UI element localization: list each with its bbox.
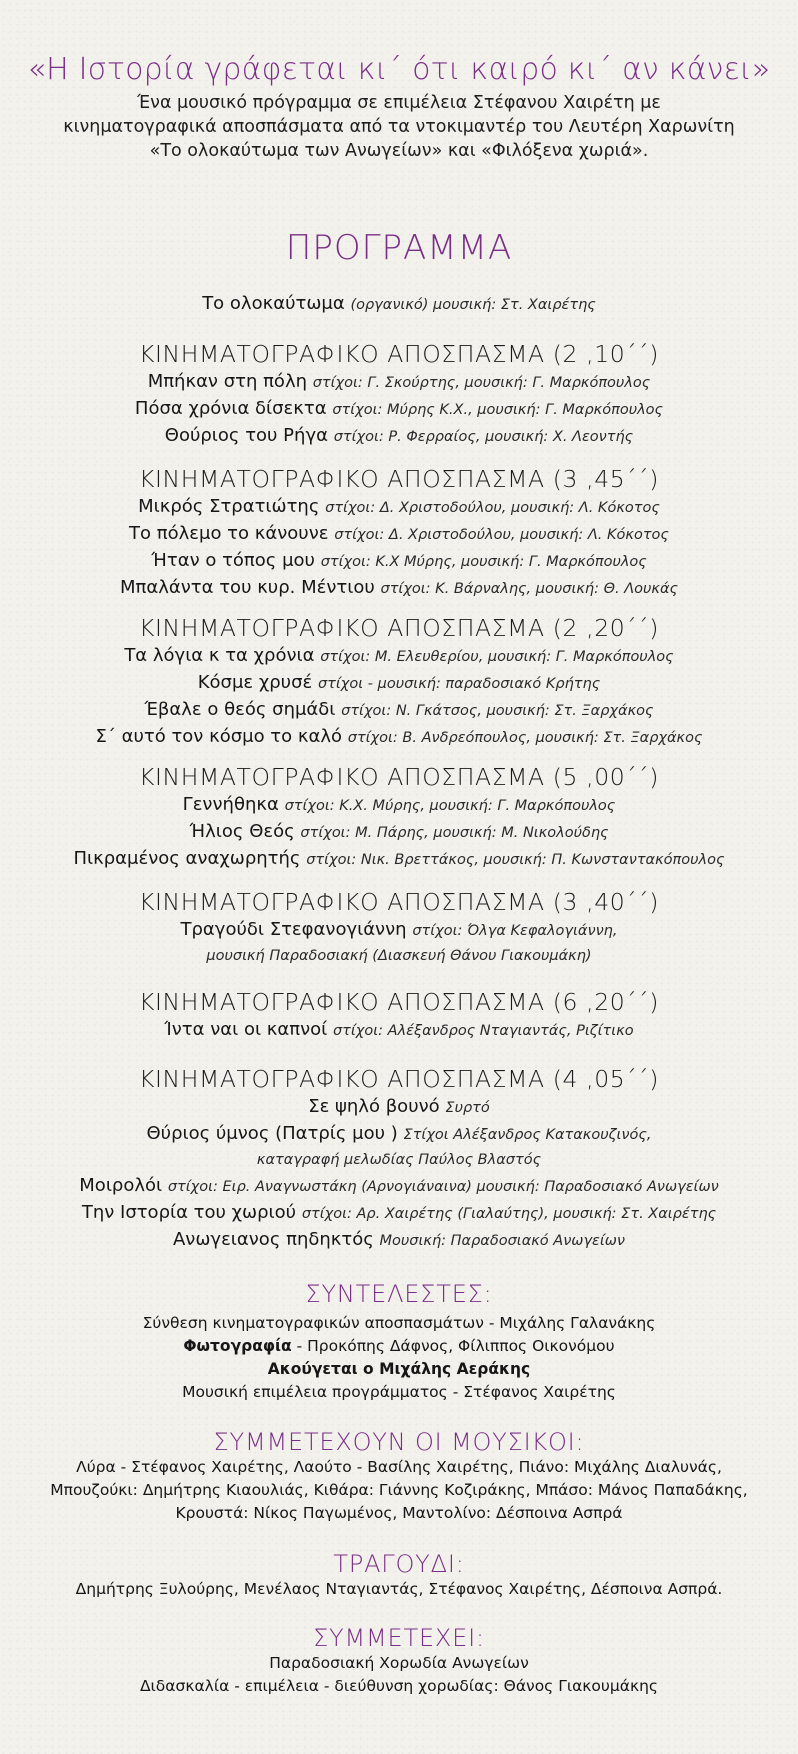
credit-role: Ακούγεται ο Μιχάλης Αεράκης <box>267 1360 531 1378</box>
song-credit: στίχοι: Ν. Γκάτσος, μουσική: Στ. Ξαρχάκος <box>341 703 654 719</box>
song-line <box>0 643 798 670</box>
song-name: Μπήκαν στη πόλη <box>147 371 307 392</box>
song-line <box>0 697 798 724</box>
song-credit: στίχοι: Κ. Βάρναλης, μουσική: Θ. Λουκάς <box>380 581 679 597</box>
clip-heading: ΚΙΝΗΜΑΤΟΓΡΑΦΙΚΟ ΑΠΟΣΠΑΣΜΑ (5 ,00΄΄) <box>139 763 659 791</box>
song-credit: στίχοι: Ειρ. Αναγνωστάκη (Αρνογιάναινα) μουσική: Παραδοσιακό Ανωγείων <box>167 1179 719 1195</box>
song-name: Την Ιστορία του χωριού <box>81 1202 297 1223</box>
musicians-line: Μπουζούκι: Δημήτρης Κιαουλιάς, Κιθάρα: Γιάννης Κοζιράκης, Μπάσο: Μάνος Παπαδάκης, <box>50 1481 748 1499</box>
credit-person: - Μιχάλης Γαλανάκης <box>483 1314 656 1332</box>
song-credit: Στίχοι Αλέξανδρος Κατακουζινός, <box>403 1127 652 1143</box>
clip-section <box>0 339 798 450</box>
clip-heading: ΚΙΝΗΜΑΤΟΓΡΑΦΙΚΟ ΑΠΟΣΠΑΣΜΑ (4 ,05΄΄) <box>139 1065 659 1093</box>
song-name: Πικραμένος αναχωρητής <box>73 848 301 869</box>
clip-heading: ΚΙΝΗΜΑΤΟΓΡΑΦΙΚΟ ΑΠΟΣΠΑΣΜΑ (2 ,10΄΄) <box>139 340 659 368</box>
song-line <box>0 291 798 318</box>
song-name: Μικρός Στρατιώτης <box>138 496 320 517</box>
song-line <box>0 548 798 575</box>
song-name: Σ΄ αυτό τον κόσμο το καλό <box>95 726 343 747</box>
song-line <box>0 1227 798 1254</box>
opening-piece <box>0 291 798 318</box>
song-line <box>0 724 798 751</box>
song-line <box>0 846 798 873</box>
credit-role: Φωτογραφία <box>183 1337 292 1355</box>
intro-line: «Το ολοκαύτωμα των Ανωγείων» και «Φιλόξενα χωριά». <box>149 141 649 161</box>
credit-line <box>0 1335 798 1358</box>
song-name: Πόσα χρόνια δίσεκτα <box>134 398 327 419</box>
clip-heading: ΚΙΝΗΜΑΤΟΓΡΑΦΙΚΟ ΑΠΟΣΠΑΣΜΑ (6 ,20΄΄) <box>139 988 659 1016</box>
song-credit: στίχοι: Β. Ανδρεόπουλος, μουσική: Στ. Ξαρχάκος <box>347 730 703 746</box>
credits-section <box>0 1280 798 1404</box>
song-line <box>0 396 798 423</box>
clip-section <box>0 464 798 602</box>
credit-line <box>0 1381 798 1404</box>
program-title: ΠΡΟΓΡΑΜΜΑ <box>285 228 513 268</box>
song-name: Θύριος ύμνος (Πατρίς μου ) <box>146 1123 398 1144</box>
song-credit: Μουσική: Παραδοσιακό Ανωγείων <box>379 1233 626 1249</box>
participants-section <box>0 1624 798 1698</box>
song-name: Κόσμε χρυσέ <box>197 672 313 693</box>
song-line <box>0 423 798 450</box>
song-name: Το πόλεμο το κάνουνε <box>129 523 329 544</box>
vocals-line: Δημήτρης Ξυλούρης, Μενέλαος Νταγιαντάς, Στέφανος Χαιρέτης, Δέσποινα Ασπρά. <box>75 1580 723 1598</box>
headline: «Η Ιστορία γράφεται κι΄ ότι καιρό κι΄ αν κάνει» <box>27 52 771 87</box>
credit-person: - Στέφανος Χαιρέτης <box>447 1383 616 1401</box>
musicians-section <box>0 1428 798 1525</box>
song-credit: στίχοι: Αλέξανδρος Νταγιαντάς, Ριζίτικο <box>332 1023 634 1039</box>
clip-heading: ΚΙΝΗΜΑΤΟΓΡΑΦΙΚΟ ΑΠΟΣΠΑΣΜΑ (3 ,40΄΄) <box>139 888 659 916</box>
song-line <box>0 670 798 697</box>
song-credit: στίχοι - μουσική: παραδοσιακό Κρήτης <box>317 676 601 692</box>
song-credit-continuation: μουσική Παραδοσιακή (Διασκευή Θάνου Γιακουμάκη) <box>206 948 592 964</box>
song-name: Σε ψηλό βουνό <box>308 1096 440 1117</box>
song-line <box>0 1200 798 1227</box>
song-line <box>0 521 798 548</box>
intro-text <box>0 91 798 163</box>
song-credit: στίχοι: Αρ. Χαιρέτης (Γιαλαύτης), μουσική: Στ. Χαιρέτης <box>301 1206 717 1222</box>
song-name: Έβαλε ο θεός σημάδι <box>144 699 336 720</box>
song-credit: στίχοι: Δ. Χριστοδούλου, μουσική: Λ. Κόκοτος <box>325 500 660 516</box>
credit-role: Μουσική επιμέλεια προγράμματος <box>182 1383 448 1401</box>
song-name: Γεννήθηκα <box>182 794 279 815</box>
song-name: Ήταν ο τόπος μου <box>151 550 315 571</box>
section-title: ΣΥΜΜΕΤΕΧΕΙ: <box>313 1624 485 1652</box>
section-title: ΣΥΝΤΕΛΕΣΤΕΣ: <box>305 1280 493 1308</box>
intro-line: κινηματογραφικά αποσπάσματα από τα ντοκιμαντέρ του Λευτέρη Χαρωνίτη <box>63 117 735 137</box>
song-name: Ανωγειανος πηδηκτός <box>172 1229 374 1250</box>
clip-heading: ΚΙΝΗΜΑΤΟΓΡΑΦΙΚΟ ΑΠΟΣΠΑΣΜΑ (2 ,20΄΄) <box>139 614 659 642</box>
credit-role: Σύνθεση κινηματογραφικών αποσπασμάτων <box>142 1314 484 1332</box>
song-name: Μπαλάντα του κυρ. Μέντιου <box>119 577 375 598</box>
song-credit: στίχοι: Νικ. Βρεττάκος, μουσική: Π. Κωνσταντακόπουλος <box>306 852 725 868</box>
song-credit: στίχοι: Γ. Σκούρτης, μουσική: Γ. Μαρκόπουλος <box>312 375 651 391</box>
clip-section <box>0 987 798 1044</box>
song-credit: στίχοι: Μ. Ελευθερίου, μουσική: Γ. Μαρκόπουλος <box>320 649 674 665</box>
song-line <box>0 369 798 396</box>
song-credit: στίχοι: Ρ. Φερραίος, μουσική: Χ. Λεοντής <box>333 429 634 445</box>
song-credit: στίχοι: Μύρης Κ.Χ., μουσική: Γ. Μαρκόπουλος <box>332 402 664 418</box>
song-line <box>0 792 798 819</box>
clip-section <box>0 762 798 873</box>
clip-section <box>0 1064 798 1254</box>
song-credit: (οργανικό) μουσική: Στ. Χαιρέτης <box>350 297 596 313</box>
credit-person: - Προκόπης Δάφνος, Φίλιππος Οικονόμου <box>291 1337 615 1355</box>
clip-section <box>0 887 798 969</box>
musicians-line: Κρουστά: Νίκος Παγωμένος, Μαντολίνο: Δέσποινα Ασπρά <box>175 1504 623 1522</box>
song-credit: Συρτό <box>445 1100 490 1116</box>
clip-heading: ΚΙΝΗΜΑΤΟΓΡΑΦΙΚΟ ΑΠΟΣΠΑΣΜΑ (3 ,45΄΄) <box>139 465 659 493</box>
song-line <box>0 819 798 846</box>
vocals-section <box>0 1550 798 1601</box>
song-line <box>0 1173 798 1200</box>
song-credit: στίχοι: Δ. Χριστοδούλου, μουσική: Λ. Κόκοτος <box>334 527 669 543</box>
song-credit: στίχοι: Όλγα Κεφαλογιάννη, <box>412 923 618 939</box>
song-credit: στίχοι: Μ. Πάρης, μουσική: Μ. Νικολούδης <box>300 825 609 841</box>
song-line <box>0 1017 798 1044</box>
musicians-line: Λύρα - Στέφανος Χαιρέτης, Λαούτο - Βασίλης Χαιρέτης, Πιάνο: Μιχάλης Διαλυνάς, <box>76 1458 722 1476</box>
song-line <box>0 494 798 521</box>
intro-line: Ένα μουσικό πρόγραμμα σε επιμέλεια Στέφανου Χαιρέτη με <box>137 93 661 113</box>
section-title: ΤΡΑΓΟΥΔΙ: <box>333 1550 465 1578</box>
song-credit-continuation: καταγραφή μελωδίας Παύλος Βλαστός <box>256 1152 542 1168</box>
song-name: Ήλιος Θεός <box>189 821 295 842</box>
participants-line: Διδασκαλία - επιμέλεια - διεύθυνση χορωδίας: Θάνος Γιακουμάκης <box>139 1677 659 1695</box>
clip-section <box>0 613 798 751</box>
song-line <box>0 575 798 602</box>
song-name: Τραγούδι Στεφανογιάννη <box>180 919 407 940</box>
song-name: Θούριος του Ρήγα <box>164 425 328 446</box>
song-name: Μοιρολόι <box>79 1175 163 1196</box>
song-line <box>0 917 798 944</box>
song-line <box>0 1094 798 1121</box>
song-credit: στίχοι: Κ.Χ. Μύρης, μουσική: Γ. Μαρκόπουλος <box>284 798 616 814</box>
credit-line <box>0 1312 798 1335</box>
credit-line <box>0 1358 798 1381</box>
song-credit: στίχοι: Κ.Χ Μύρης, μουσική: Γ. Μαρκόπουλος <box>320 554 647 570</box>
song-name: Το ολοκαύτωμα <box>202 293 345 314</box>
participants-line: Παραδοσιακή Χορωδία Ανωγείων <box>269 1654 529 1672</box>
song-name: Τα λόγια κ τα χρόνια <box>124 645 315 666</box>
section-title: ΣΥΜΜΕΤΕΧΟΥΝ ΟΙ ΜΟΥΣΙΚΟΙ: <box>213 1428 585 1456</box>
song-name: Ίντα ναι οι καπνοί <box>164 1019 328 1040</box>
song-line <box>0 1121 798 1148</box>
